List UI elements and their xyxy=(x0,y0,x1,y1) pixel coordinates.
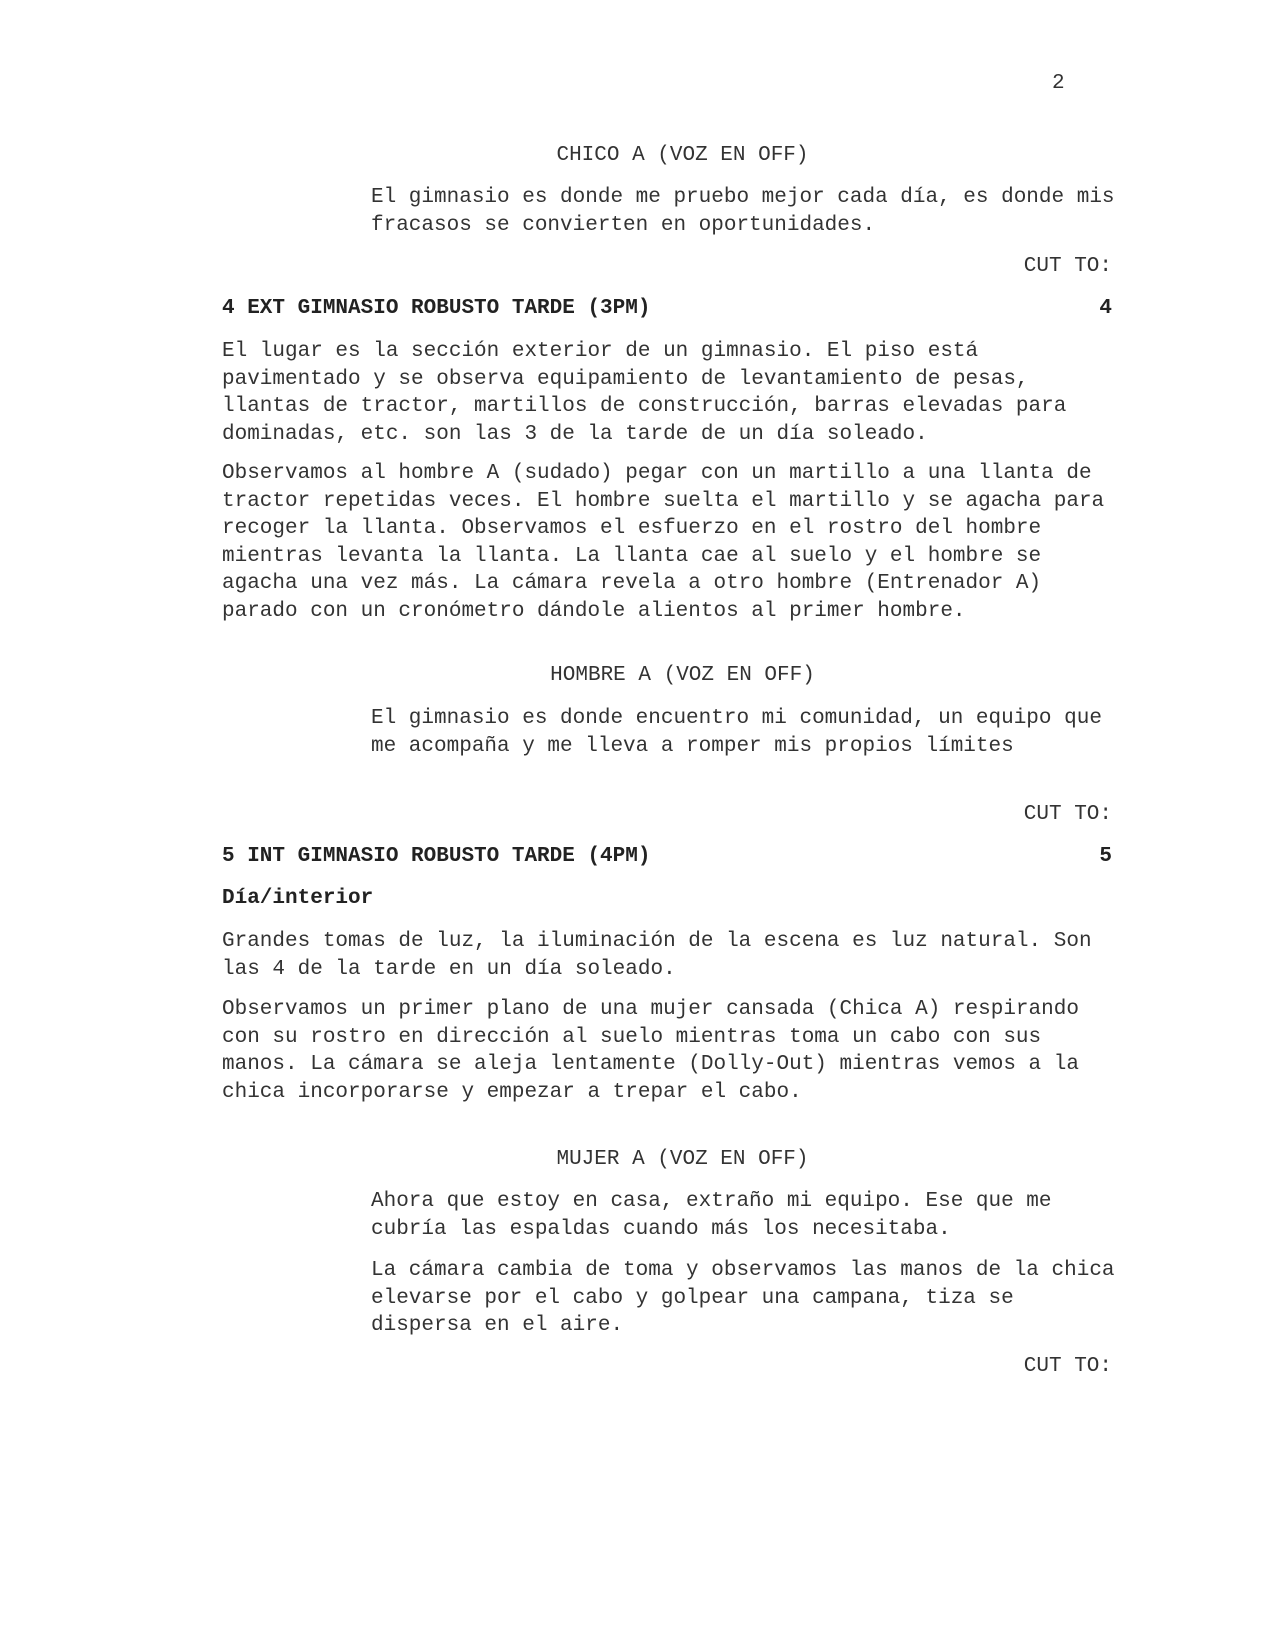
transition: CUT TO: xyxy=(1023,255,1112,278)
action-paragraph: El lugar es la sección exterior de un gimnasio. El piso está pavimentado y se observa equipamiento de levantamiento de pesas, llantas de tractor, martillos de construcción, barras elevadas para dominadas, etc. son las 3 de la tarde de un día soleado. xyxy=(222,340,1067,446)
action-paragraph: Observamos al hombre A (sudado) pegar con un martillo a una llanta de tractor repetidas veces. El hombre suelta el martillo y se agacha para recoger la llanta. Observamos el esfuerzo en el rostro del hombre mientras levanta la llanta. La llanta cae al suelo y el hombre se agacha una vez más. La cámara revela a otro hombre (Entrenador A) parado con un cronómetro dándole alientos al primer hombre. xyxy=(222,462,1105,623)
transition: CUT TO: xyxy=(1023,1355,1112,1378)
action-paragraph: Observamos un primer plano de una mujer cansada (Chica A) respirando con su rostro en dirección al suelo mientras toma un cabo con sus manos. La cámara se aleja lentamente (Dolly-Out) mientras vemos a la chica incorporarse y empezar a trepar el cabo. xyxy=(222,998,1079,1104)
scene-heading-text: 4 EXT GIMNASIO ROBUSTO TARDE (3PM) xyxy=(222,297,651,320)
character-name: CHICO A (VOZ EN OFF) xyxy=(556,144,809,167)
scene-number: 5 xyxy=(1099,845,1112,868)
dialogue: Ahora que estoy en casa, extraño mi equipo. Ese que me cubría las espaldas cuando más los necesitaba. xyxy=(371,1190,1052,1241)
scene-heading-text: 5 INT GIMNASIO ROBUSTO TARDE (4PM) xyxy=(222,845,651,868)
character-name: HOMBRE A (VOZ EN OFF) xyxy=(550,664,815,687)
scene-heading xyxy=(222,295,1112,323)
scene-subheading: Día/interior xyxy=(222,887,374,910)
transition: CUT TO: xyxy=(1023,803,1112,826)
dialogue: El gimnasio es donde me pruebo mejor cada día, es donde mis fracasos se convierten en oportunidades. xyxy=(371,186,1115,237)
page-number: 2 xyxy=(1052,72,1065,95)
dialogue: La cámara cambia de toma y observamos las manos de la chica elevarse por el cabo y golpear una campana, tiza se dispersa en el aire. xyxy=(371,1259,1115,1338)
dialogue: El gimnasio es donde encuentro mi comunidad, un equipo que me acompaña y me lleva a romper mis propios límites xyxy=(371,707,1102,758)
scene-heading xyxy=(222,843,1112,871)
character-name: MUJER A (VOZ EN OFF) xyxy=(556,1148,809,1171)
action-paragraph: Grandes tomas de luz, la iluminación de la escena es luz natural. Son las 4 de la tarde en un día soleado. xyxy=(222,930,1092,981)
scene-number: 4 xyxy=(1099,297,1112,320)
